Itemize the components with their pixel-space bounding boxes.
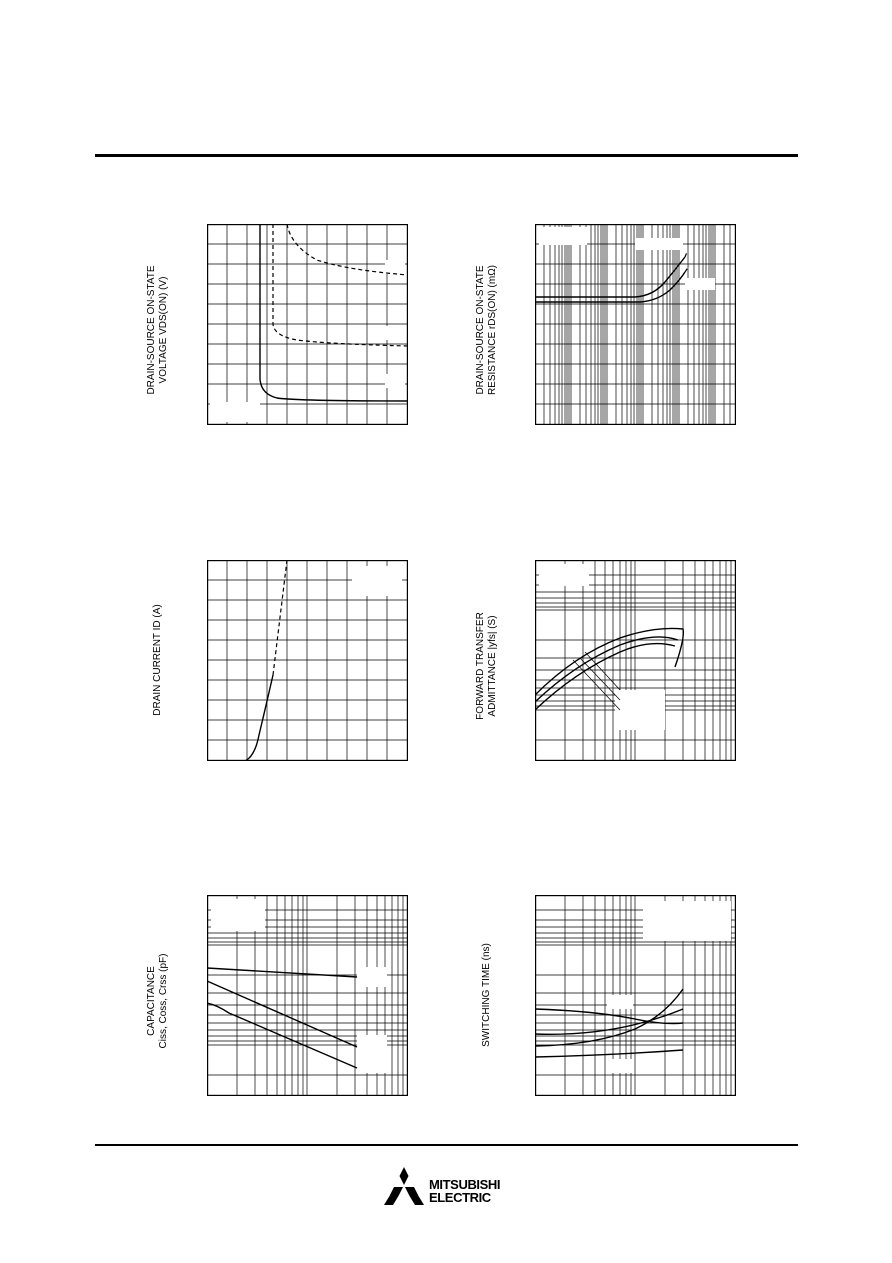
logo-line2: ELECTRIC <box>429 1190 491 1205</box>
chart-forward-transfer <box>535 560 736 761</box>
chart6-ylabel-line2: SWITCHING TIME (ns) <box>481 943 492 1047</box>
chart3-ylabel-line2: DRAIN CURRENT ID (A) <box>152 604 163 716</box>
chart6-ylabel <box>481 875 493 1115</box>
chart5-ylabel <box>146 881 170 1121</box>
chart-capacitance <box>207 895 408 1096</box>
logo-line1: MITSUBISHI <box>429 1177 501 1192</box>
chart4-ylabel-line1: FORWARD TRANSFER <box>475 612 486 720</box>
chart4-ylabel-line2: ADMITTANCE |yfs| (S) <box>487 615 498 717</box>
chart2-ylabel <box>475 210 499 450</box>
chart-vds-on <box>207 224 408 425</box>
chart3-ylabel <box>152 540 164 780</box>
footer-rule <box>95 1144 798 1146</box>
chart1-ylabel <box>146 210 170 450</box>
chart2-ylabel-line2: RESISTANCE rDS(ON) (mΩ) <box>487 264 498 396</box>
chart-drain-current <box>207 560 408 761</box>
chart1-ylabel-line2: VOLTAGE VDS(ON) (V) <box>158 276 169 384</box>
header-rule <box>95 154 798 157</box>
chart5-ylabel-line2: Ciss, Coss, Crss (pF) <box>158 953 169 1049</box>
chart1-ylabel-line1: DRAIN-SOURCE ON-STATE <box>146 265 157 395</box>
chart4-ylabel <box>475 546 499 786</box>
mitsubishi-electric-wordmark <box>429 1178 500 1204</box>
chart-rds-on <box>535 224 736 425</box>
chart2-ylabel-line1: DRAIN-SOURCE ON-STATE <box>475 265 486 395</box>
chart5-ylabel-line1: CAPACITANCE <box>146 966 157 1036</box>
chart-switching-time <box>535 895 736 1096</box>
